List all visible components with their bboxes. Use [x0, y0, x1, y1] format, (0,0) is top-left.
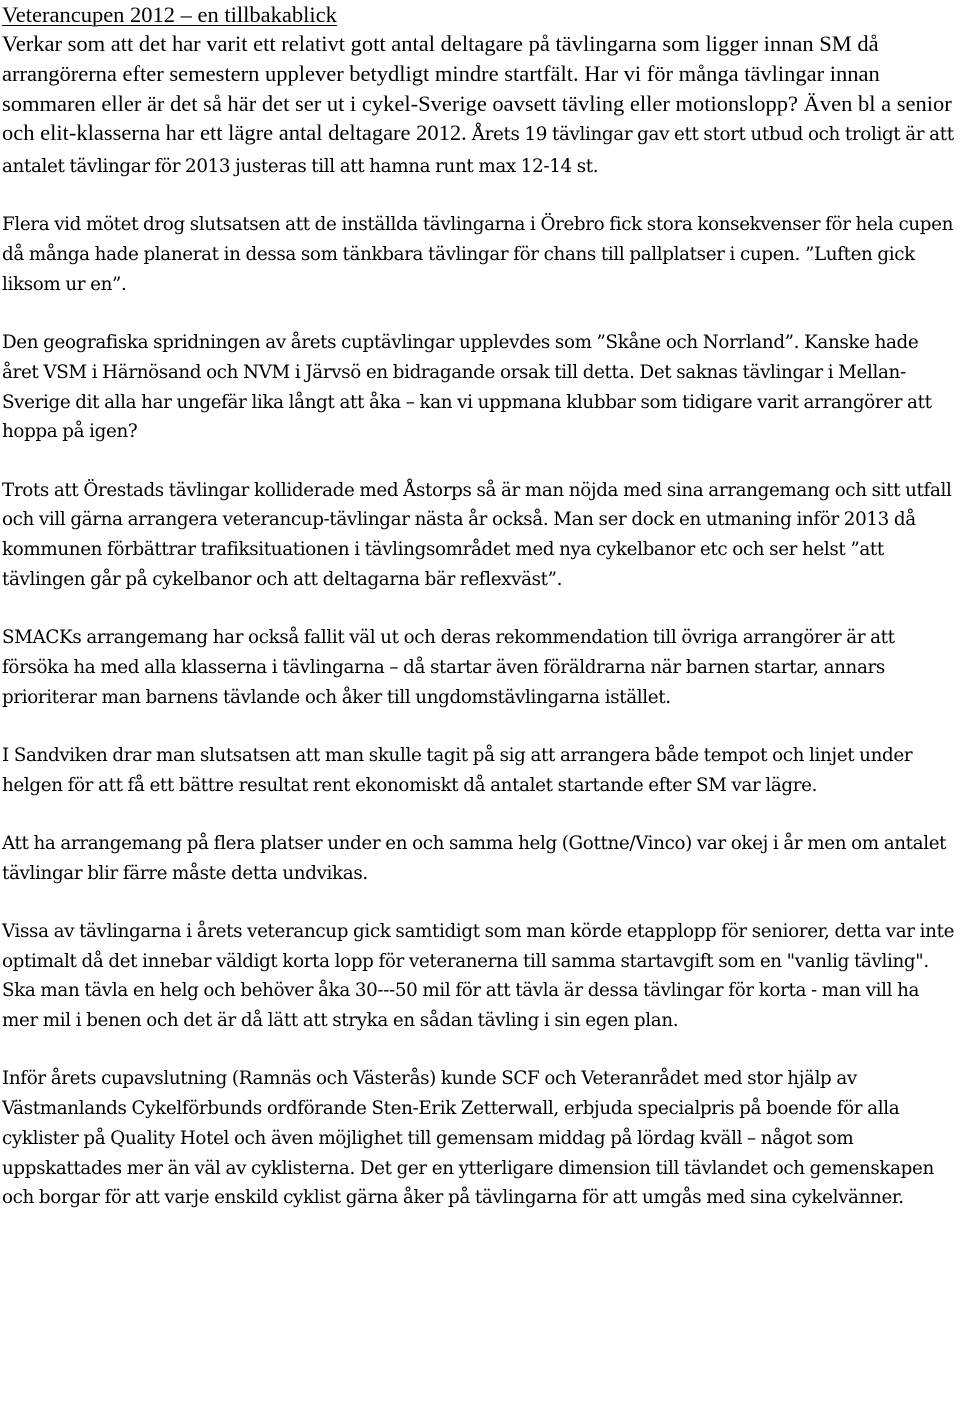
paragraph-orestad: Trots att Örestads tävlingar kolliderade med Åstorps så är man nöjda med sina arrangemang och sitt utfall och vill gärna arrangera veterancup-tävlingar nästa år också. Man ser dock en utmaning inför 2013 då kommunen förbättrar trafiksituationen i tävlingsområdet med nya cykelbanor etc och ser helst ”att tävlingen går på cykelbanor och att deltagarna bär reflexväst”. [2, 479, 952, 590]
paragraph-geography: Den geografiska spridningen av årets cuptävlingar upplevdes som ”Skåne och Norrland”. Kanske hade året VSM i Härnösand och NVM i Järvsö en bidragande orsak till detta. Det saknas tävlingar i Mellan-Sverige dit alla har ungefär lika långt att åka – kan vi uppmana klubbar som tidigare varit arrangörer att hoppa på igen? [2, 332, 932, 443]
paragraph-spacer [2, 888, 958, 917]
paragraph-multiple-venues: Att ha arrangemang på flera platser under en och samma helg (Gottne/Vinco) var okej i år men om antalet tävlingar blir färre måste detta undvikas. [2, 832, 947, 884]
paragraph-spacer [2, 800, 958, 829]
paragraph-participation [2, 29, 958, 182]
paragraph-spacer [2, 712, 958, 741]
paragraph-participation-outlook: Årets 19 tävlingar gav ett stort utbud och troligt är att antalet tävlingar för 2013 justeras till att hamna runt max 12-14 st. [2, 124, 954, 177]
paragraph-orebro: Flera vid mötet drog slutsatsen att de inställda tävlingarna i Örebro fick stora konsekvenser för hela cupen då många hade planerat in dessa som tänkbara tävlingar för chans till pallplatser i cupen. ”Luften gick liksom ur en”. [2, 214, 954, 295]
paragraph-sandviken: I Sandviken drar man slutsatsen att man skulle tagit på sig att arrangera både tempot och linjet under helgen för att få ett bättre resultat rent ekonomiskt då antalet startande efter SM var lägre. [2, 744, 913, 796]
document-title: Veterancupen 2012 – en tillbakablick [2, 2, 337, 27]
paragraph-stage-races: Vissa av tävlingarna i årets veterancup gick samtidigt som man körde etapplopp för seniorer, detta var inte optimalt då det innebar väldigt korta lopp för veteranerna till samma startavgift som en "vanlig tävling". [2, 920, 955, 972]
paragraph-spacer [2, 1036, 958, 1065]
paragraph-participation-intro: Verkar som att det har varit ett relativt gott antal deltagare på tävlingarna som ligger innan SM då arrangörerna efter semestern upplever betydligt mindre startfält. Har vi för många tävlingar innan sommaren eller är det så här det ser ut i cykel-Sverige oavsett tävling eller motionslopp? Även bl a senior och elit-klasserna har ett lägre antal deltagare 2012. [2, 31, 952, 146]
paragraph-smack: SMACKs arrangemang har också fallit väl ut och deras rekommendation till övriga arrangörer är att försöka ha med alla klasserna i tävlingarna – då startar även föräldrarna när barnen startar, annars prioriterar man barnens tävlande och åker till ungdomstävlingarna istället. [2, 627, 895, 708]
paragraph-spacer [2, 595, 958, 624]
paragraph-travel-distance: Ska man tävla en helg och behöver åka 30---50 mil för att tävla är dessa tävlingar för korta - man vill ha mer mil i benen och det är då lätt att stryka en sådan tävling i sin egen plan. [2, 980, 920, 1031]
paragraph-spacer [2, 447, 958, 476]
paragraph-cup-finale: Inför årets cupavslutning (Ramnäs och Västerås) kunde SCF och Veteranrådet med stor hjälp av Västmanlands Cykelförbunds ordförande Sten-Erik Zetterwall, erbjuda specialpris på boende för alla cyklister på Quality Hotel och även möjlighet till gemensam middag på lördag kväll – något som uppskattades mer än väl av cyklisterna. Det ger en ytterligare dimension till tävlandet och gemenskapen och borgar för att varje enskild cyklist gärna åker på tävlingarna för att umgås med sina cykelvänner. [2, 1068, 934, 1209]
paragraph-spacer [2, 182, 958, 211]
paragraph-spacer [2, 300, 958, 329]
